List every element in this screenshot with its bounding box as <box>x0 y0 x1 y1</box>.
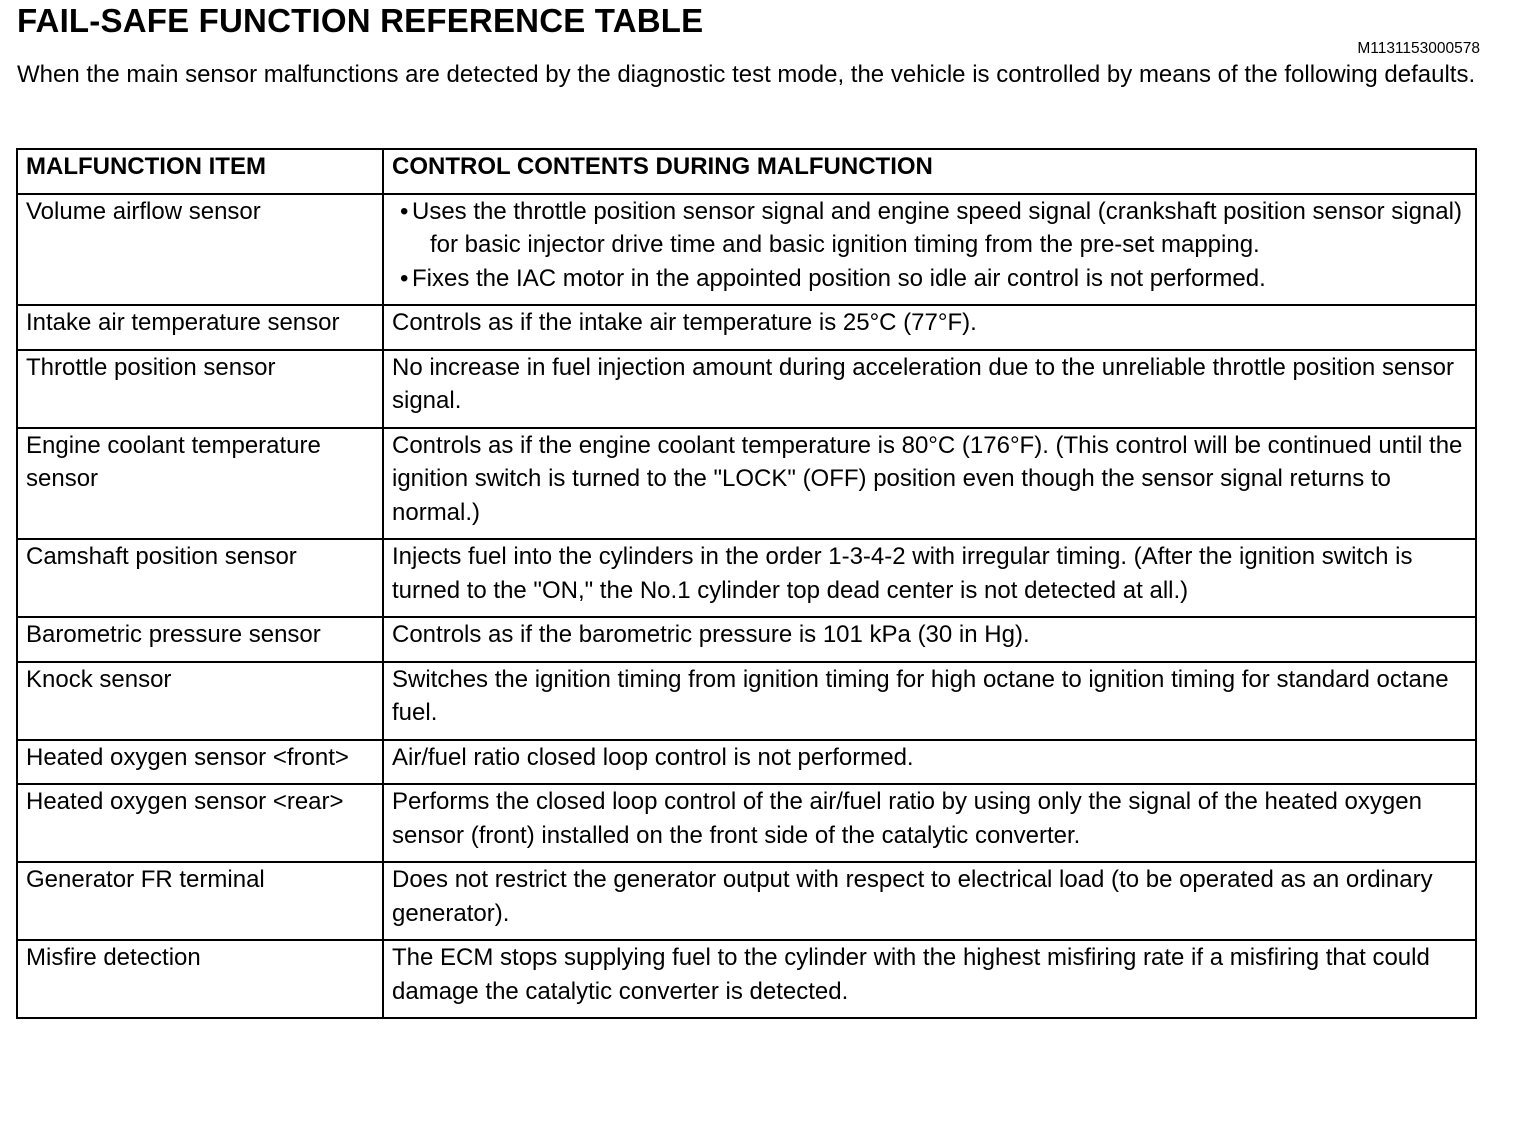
bullet-text: Fixes the IAC motor in the appointed position so idle air control is not performed. <box>412 264 1266 292</box>
control-contents-cell: The ECM stops supplying fuel to the cylinder with the highest misfiring rate if a misfiring that could damage the catalytic converter is detected. <box>383 940 1476 1018</box>
table-row <box>17 662 1476 740</box>
table-row <box>17 617 1476 662</box>
control-contents-cell: No increase in fuel injection amount during acceleration due to the unreliable throttle position sensor signal. <box>383 350 1476 428</box>
fail-safe-reference-table <box>16 148 1477 1019</box>
malfunction-item-cell: Heated oxygen sensor <front> <box>17 740 383 785</box>
malfunction-item-cell: Intake air temperature sensor <box>17 305 383 350</box>
page-title: FAIL-SAFE FUNCTION REFERENCE TABLE <box>17 2 704 39</box>
control-contents-cell <box>383 194 1476 306</box>
malfunction-item-cell: Generator FR terminal <box>17 862 383 940</box>
control-contents-cell: Performs the closed loop control of the air/fuel ratio by using only the signal of the heated oxygen sensor (front) installed on the front side of the catalytic converter. <box>383 784 1476 862</box>
control-contents-cell: Air/fuel ratio closed loop control is not performed. <box>383 740 1476 785</box>
control-contents-cell: Controls as if the barometric pressure is 101 kPa (30 in Hg). <box>383 617 1476 662</box>
control-bullet-list <box>392 195 1467 296</box>
malfunction-item-cell: Heated oxygen sensor <rear> <box>17 784 383 862</box>
malfunction-item-cell: Camshaft position sensor <box>17 539 383 617</box>
table-row <box>17 428 1476 540</box>
column-header-malfunction-item: MALFUNCTION ITEM <box>17 149 383 194</box>
table-row <box>17 740 1476 785</box>
control-contents-cell: Does not restrict the generator output with respect to electrical load (to be operated as an ordinary generator). <box>383 862 1476 940</box>
malfunction-item-cell: Misfire detection <box>17 940 383 1018</box>
malfunction-item-cell: Knock sensor <box>17 662 383 740</box>
control-contents-cell: Switches the ignition timing from ignition timing for high octane to ignition timing for standard octane fuel. <box>383 662 1476 740</box>
column-header-control-contents: CONTROL CONTENTS DURING MALFUNCTION <box>383 149 1476 194</box>
table-row <box>17 539 1476 617</box>
intro-paragraph: When the main sensor malfunctions are detected by the diagnostic test mode, the vehicle is controlled by means of the following defaults. <box>17 61 1476 88</box>
malfunction-item-cell: Throttle position sensor <box>17 350 383 428</box>
malfunction-item-cell: Barometric pressure sensor <box>17 617 383 662</box>
malfunction-item-cell: Volume airflow sensor <box>17 194 383 306</box>
table-row <box>17 194 1476 306</box>
table-row <box>17 862 1476 940</box>
control-contents-cell: Controls as if the engine coolant temperature is 80°C (176°F). (This control will be continued until the ignition switch is turned to the "LOCK" (OFF) position even though the sensor signal returns to normal.) <box>383 428 1476 540</box>
control-contents-cell: Injects fuel into the cylinders in the order 1-3-4-2 with irregular timing. (After the ignition switch is turned to the "ON," the No.1 cylinder top dead center is not detected at all.) <box>383 539 1476 617</box>
bullet-text: Uses the throttle position sensor signal and engine speed signal (crankshaft position sensor signal) for basic injector drive time and basic ignition timing from the pre-set mapping. <box>412 197 1462 258</box>
table-header-row <box>17 149 1476 194</box>
table-row <box>17 784 1476 862</box>
malfunction-item-cell: Engine coolant temperature sensor <box>17 428 383 540</box>
bullet-item <box>392 262 1467 296</box>
bullet-item <box>392 195 1467 262</box>
table-row <box>17 350 1476 428</box>
control-contents-cell: Controls as if the intake air temperature is 25°C (77°F). <box>383 305 1476 350</box>
table-row <box>17 940 1476 1018</box>
document-id: M1131153000578 <box>1357 40 1480 57</box>
table-row <box>17 305 1476 350</box>
